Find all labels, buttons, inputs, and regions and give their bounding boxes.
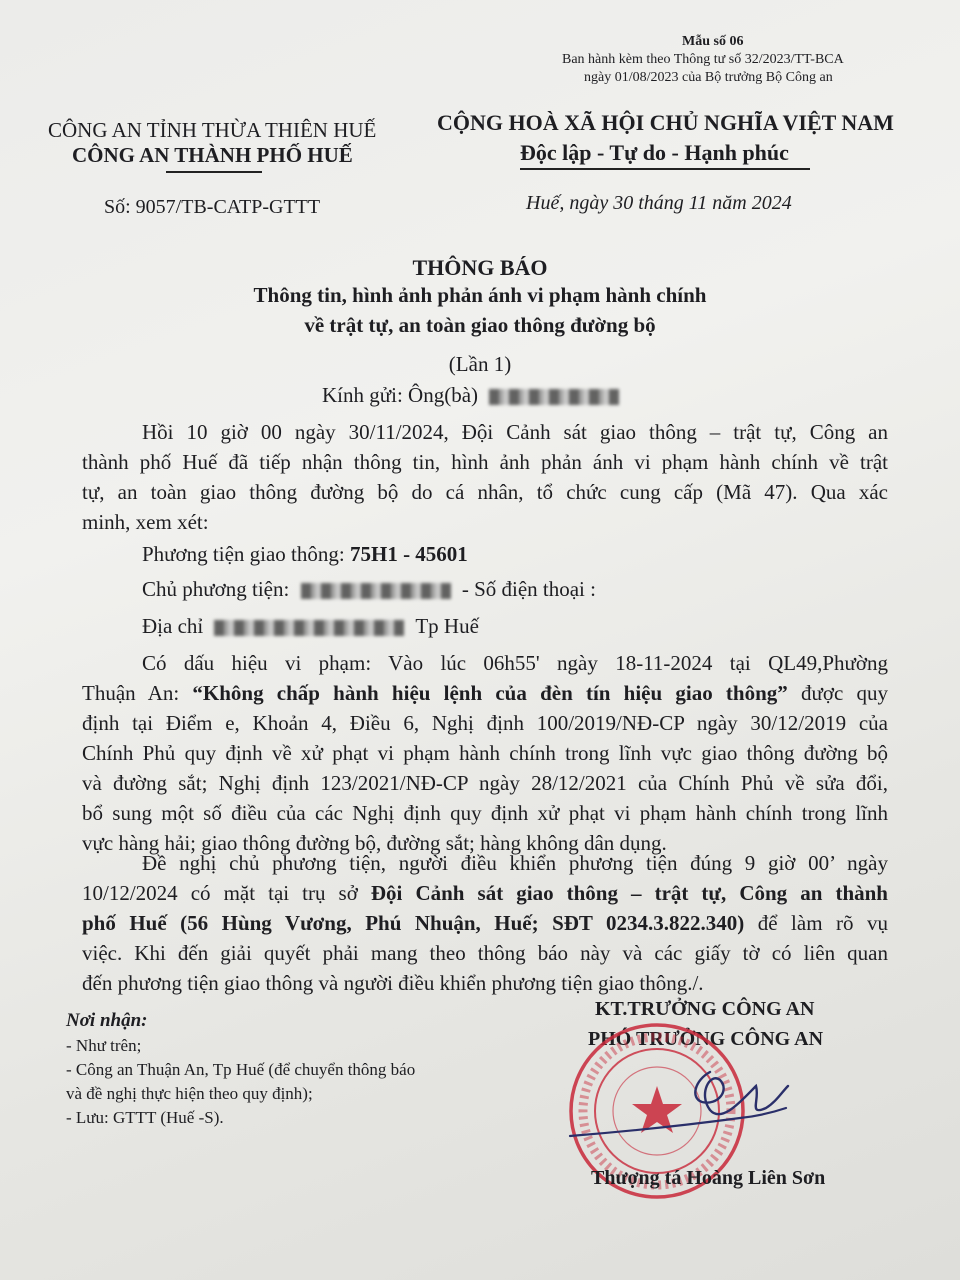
owner-label: Chủ phương tiện: [142, 577, 290, 601]
vehicle-line [142, 539, 468, 569]
intro-paragraph [82, 417, 888, 537]
signer-name: Thượng tá Hoàng Liên Sơn [591, 1167, 826, 1189]
request-line [82, 878, 888, 908]
address-line [142, 611, 479, 641]
request-line [82, 908, 888, 938]
license-plate: 75H1 - 45601 [349, 542, 468, 566]
intro-line: thành phố Huế đã tiếp nhận thông tin, hình ảnh phản ánh vi phạm hành chính về trật [82, 450, 888, 474]
violation-location: Thuận An: [82, 681, 193, 705]
handwritten-signature [560, 1050, 790, 1160]
violation-line: và đường sắt; Nghị định 123/2021/NĐ-CP ngày 28/12/2021 của Chính Phủ về sửa đổi, [82, 771, 888, 795]
request-office: Đội Cảnh sát giao thông – trật tự, Công an thành [370, 881, 888, 905]
request-line: việc. Khi đến giải quyết phải mang theo thông báo này và các giấy tờ có liên quan [82, 941, 888, 965]
recipient-item: và đề nghị thực hiện theo quy định); [66, 1084, 313, 1103]
violation-line: bổ sung một số điều của các Nghị định quy định xử phạt vi phạm hành chính trong lĩnh [82, 801, 888, 825]
nation-name: CỘNG HOÀ XÃ HỘI CHỦ NGHĨA VIỆT NAM [437, 110, 894, 135]
request-line: đến phương tiện giao thông và người điều khiển phương tiện giao thông./. [82, 971, 704, 995]
document-subtitle-2: về trật tự, an toàn giao thông đường bộ [304, 313, 656, 337]
phone-label: - Số điện thoại : [461, 577, 596, 601]
violation-text: được quy [787, 681, 888, 705]
violation-line: Có dấu hiệu vi phạm: Vào lúc 06h55' ngày 18-11-2024 tại QL49,Phường [142, 651, 888, 675]
vehicle-label: Phương tiện giao thông: [142, 542, 350, 566]
violation-line: định tại Điểm e, Khoản 4, Điều 6, Nghị định 100/2019/NĐ-CP ngày 30/12/2019 của [82, 711, 888, 735]
recipient-item: - Như trên; [66, 1036, 142, 1055]
document-number: Số: 9057/TB-CATP-GTTT [104, 196, 321, 218]
motto-underline [520, 168, 810, 170]
recipient-item: - Công an Thuận An, Tp Huế (để chuyển thông báo [66, 1060, 416, 1079]
signature-title-2: PHÓ TRƯỞNG CÔNG AN [588, 1028, 824, 1050]
violation-offense: “Không chấp hành hiệu lệnh của đèn tín hiệu giao thông” [192, 681, 788, 705]
intro-line: tự, an toàn giao thông đường bộ do cá nhân, tổ chức cung cấp (Mã 47). Qua xác [82, 480, 888, 504]
address-city: Tp Huế [415, 614, 479, 638]
violation-line: Chính Phủ quy định về xử phạt vi phạm hành chính trong lĩnh vực giao thông đường bộ [82, 741, 888, 765]
place-date: Huế, ngày 30 tháng 11 năm 2024 [526, 192, 792, 214]
violation-line [82, 678, 888, 708]
document-title: THÔNG BÁO [412, 255, 548, 280]
notice-round: (Lần 1) [448, 352, 512, 376]
redacted-owner-name [301, 583, 451, 599]
signature-title-1: KT.TRƯỞNG CÔNG AN [595, 998, 815, 1020]
form-number: Mẫu số 06 [682, 34, 744, 49]
redacted-recipient-name [489, 389, 619, 405]
recipient-line [322, 383, 619, 408]
request-line: Đề nghị chủ phương tiện, người điều khiển phương tiện đúng 9 giờ 00’ ngày [142, 851, 888, 875]
owner-line [142, 574, 596, 604]
request-text: để làm rõ vụ [744, 911, 888, 935]
recipient-item: - Lưu: GTTT (Huế -S). [66, 1108, 224, 1127]
request-paragraph [82, 848, 888, 998]
address-label: Địa chỉ [142, 614, 204, 638]
request-date: 10/12/2024 có mặt tại trụ sở [82, 881, 371, 905]
form-issued-line1: Ban hành kèm theo Thông tư số 32/2023/TT-BCA [562, 52, 844, 67]
agency-name: CÔNG AN THÀNH PHỐ HUẾ [72, 143, 353, 167]
recipient-label: Kính gửi: Ông(bà) [322, 383, 479, 407]
request-office-address: phố Huế (56 Hùng Vương, Phú Nhuận, Huế; SĐT 0234.3.822.340) [82, 911, 745, 935]
form-issued-line2: ngày 01/08/2023 của Bộ trưởng Bộ Công an [584, 70, 833, 85]
recipients-title: Nơi nhận: [66, 1010, 148, 1031]
intro-line: Hồi 10 giờ 00 ngày 30/11/2024, Đội Cảnh sát giao thông – trật tự, Công an [142, 420, 888, 444]
agency-parent: CÔNG AN TỈNH THỪA THIÊN HUẾ [48, 118, 377, 142]
nation-motto: Độc lập - Tự do - Hạnh phúc [520, 140, 789, 165]
intro-line: minh, xem xét: [82, 510, 209, 534]
violation-paragraph [82, 648, 888, 858]
redacted-address [214, 620, 404, 636]
document-subtitle-1: Thông tin, hình ảnh phản ánh vi phạm hành chính [253, 283, 707, 307]
agency-underline [166, 171, 262, 173]
violation-line: vực hàng hải; giao thông đường bộ, đường sắt; hàng không dân dụng. [82, 831, 667, 855]
